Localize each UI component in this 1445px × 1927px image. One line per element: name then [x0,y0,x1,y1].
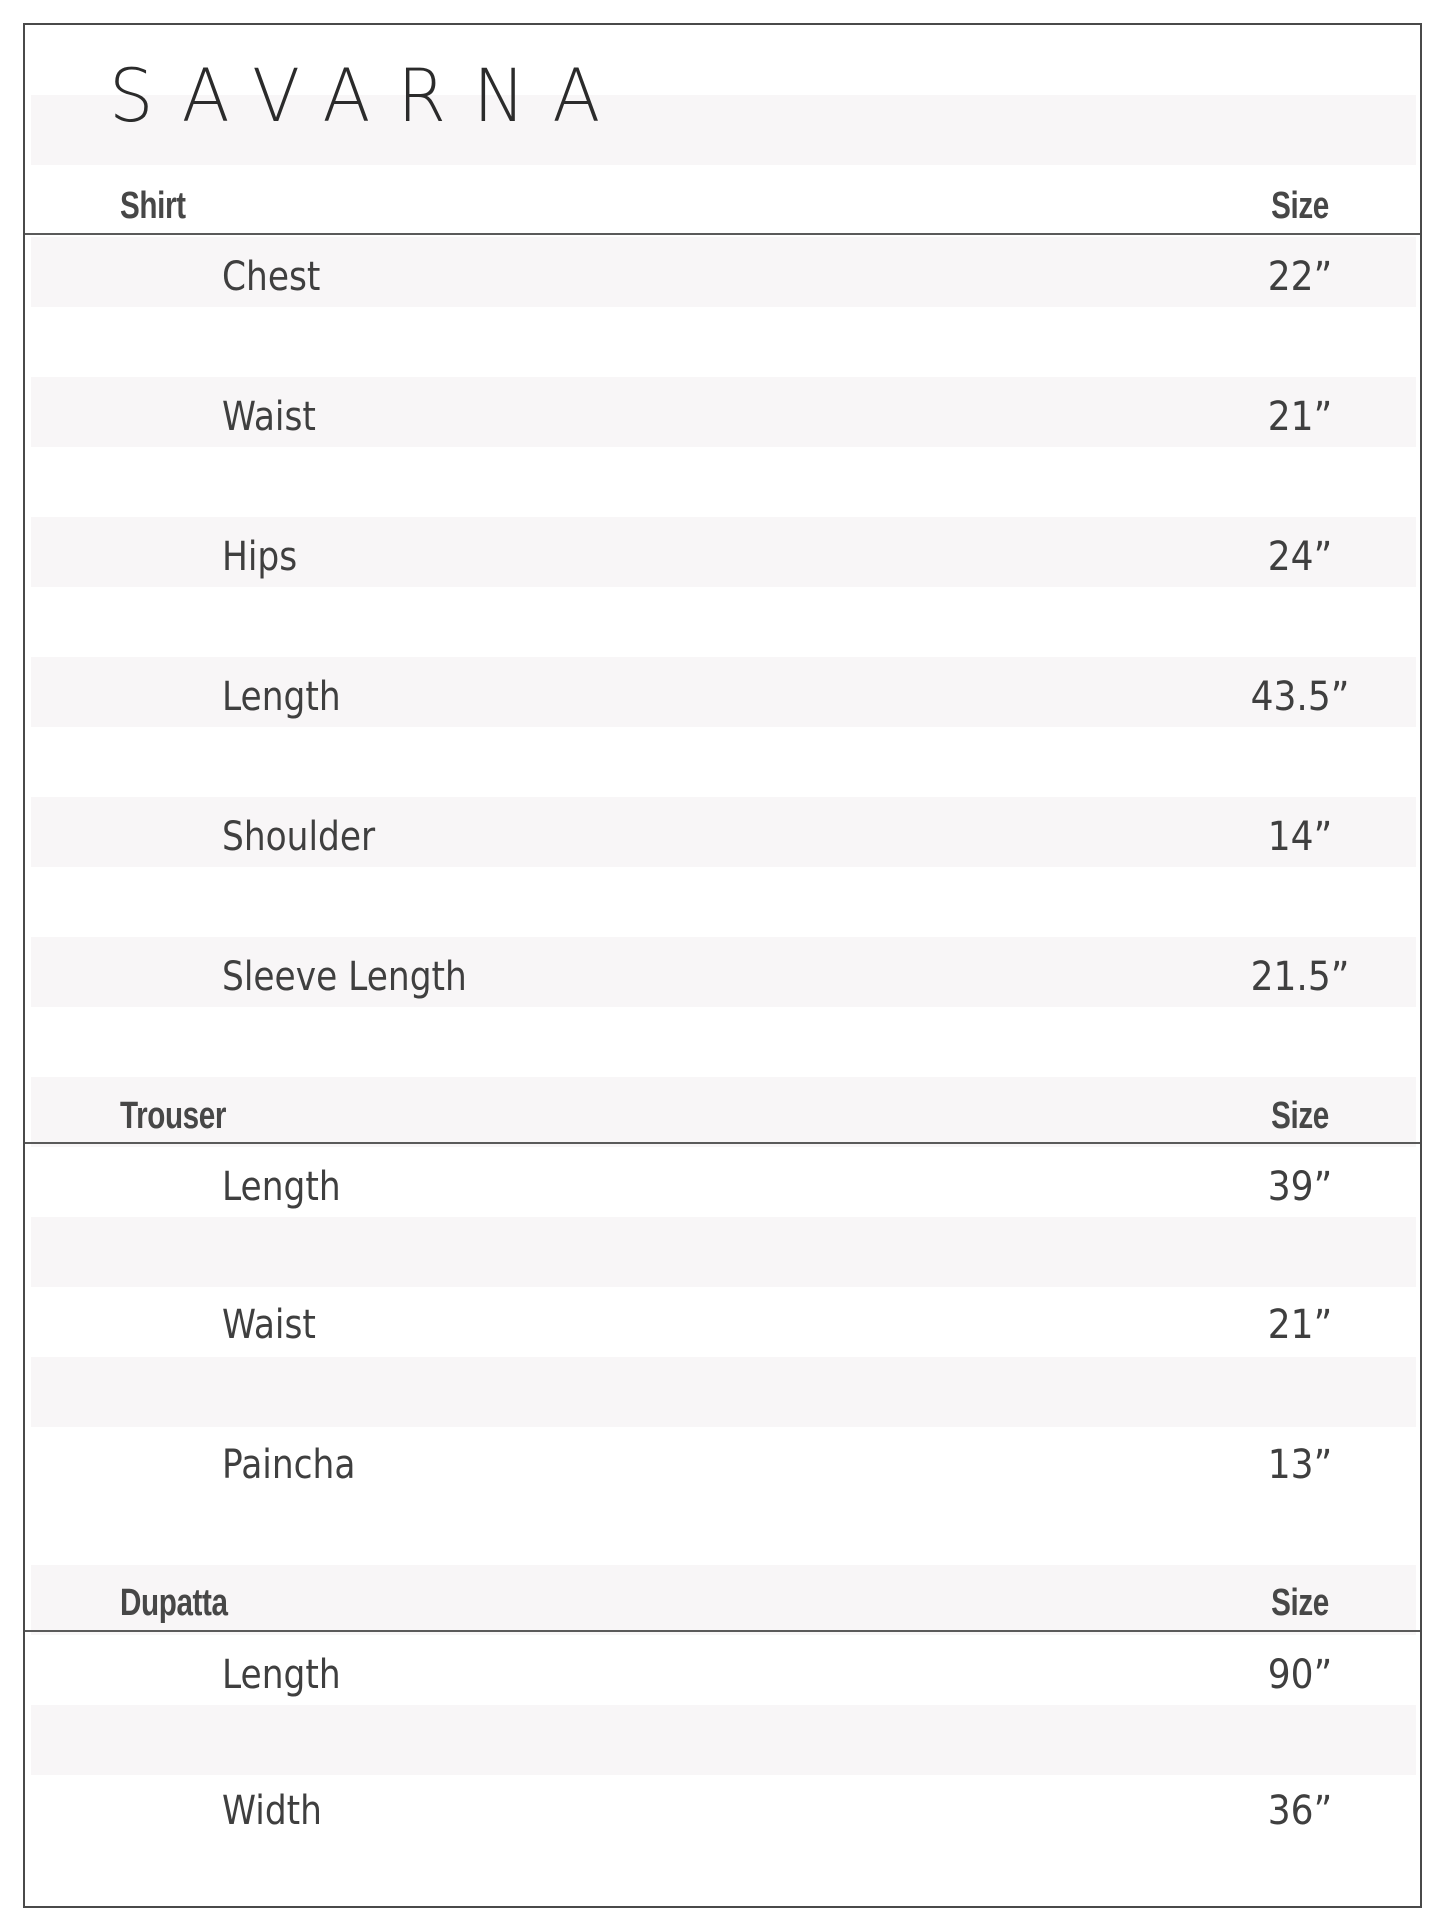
measure-value-hips: 24” [1267,534,1333,580]
row-stripe [31,1565,1416,1635]
section-divider [25,233,1420,235]
measure-value-waist: 21” [1267,394,1333,440]
measure-label-trouser-waist: Waist [222,1302,316,1348]
measure-label-length: Length [222,674,341,720]
section-title-dupatta: Dupatta [120,1582,228,1624]
measure-value-trouser-waist: 21” [1267,1302,1333,1348]
measure-label-width: Width [222,1788,322,1834]
row-stripe [31,1357,1416,1427]
measure-value-sleeve-length: 21.5” [1250,954,1350,1000]
section-divider [25,1630,1420,1632]
measure-label-shoulder: Shoulder [222,814,376,860]
size-header-shirt: Size [1271,185,1329,227]
size-header-dupatta: Size [1271,1582,1329,1624]
measure-label-hips: Hips [222,534,298,580]
measure-value-chest: 22” [1267,254,1333,300]
measure-label-dupatta-length: Length [222,1652,341,1698]
measure-value-shoulder: 14” [1267,814,1333,860]
measure-label-sleeve-length: Sleeve Length [222,954,467,1000]
measure-value-paincha: 13” [1267,1442,1333,1488]
row-stripe [31,1077,1416,1147]
measure-value-length: 43.5” [1250,674,1350,720]
measure-value-trouser-length: 39” [1267,1164,1333,1210]
section-title-shirt: Shirt [120,185,186,227]
section-title-trouser: Trouser [120,1095,226,1137]
measure-label-paincha: Paincha [222,1442,356,1488]
measure-label-waist: Waist [222,394,316,440]
row-stripe [31,1217,1416,1287]
measure-value-width: 36” [1267,1788,1333,1834]
measure-label-trouser-length: Length [222,1164,341,1210]
row-stripe [31,1705,1416,1775]
brand-logo: SAVARNA [109,52,628,139]
size-header-trouser: Size [1271,1095,1329,1137]
size-chart-frame [23,23,1422,1908]
measure-label-chest: Chest [222,254,321,300]
measure-value-dupatta-length: 90” [1267,1652,1333,1698]
section-divider [25,1142,1420,1144]
